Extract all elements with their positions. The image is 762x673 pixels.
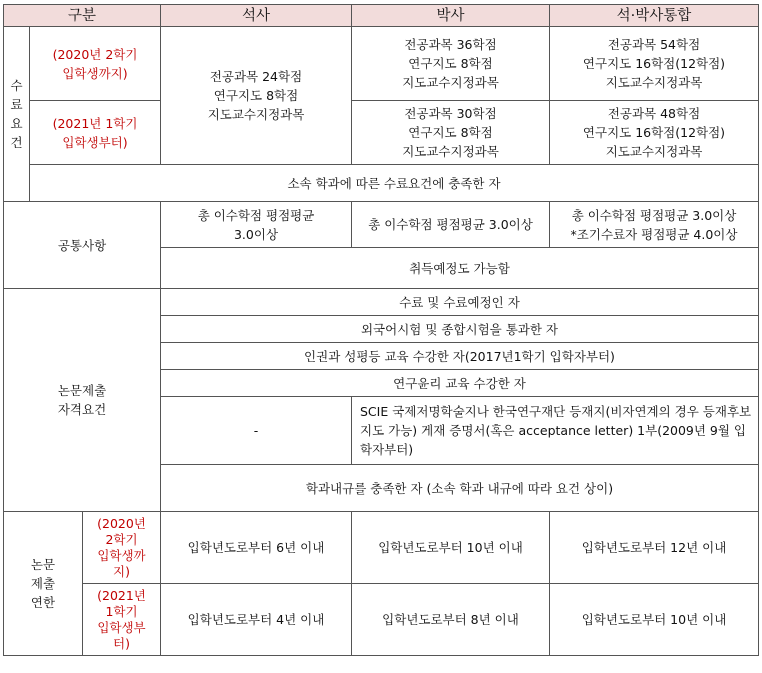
deadline-masters-2021: 입학년도로부터 4년 이내	[161, 584, 352, 656]
deadline-row-2020	[4, 512, 759, 584]
deadline-cohort-2020: (2020년 2학기 입학생까 지)	[83, 512, 161, 584]
eligibility-doctoral-publication: SCIE 국제저명학술지나 한국연구재단 등재지(비자연계의 경우 등재후보지도 가능) 게재 증명서(혹은 acceptance letter) 1부(2009년 9월 입학자부터)	[352, 397, 759, 465]
deadline-integrated-2020: 입학년도로부터 12년 이내	[550, 512, 759, 584]
deadline-doctoral-2020: 입학년도로부터 10년 이내	[352, 512, 550, 584]
completion-common-requirement: 소속 학과에 따른 수료요건에 충족한 자	[30, 165, 759, 202]
eligibility-item: 수료 및 수료예정인 자	[161, 289, 759, 316]
completion-masters: 전공과목 24학점 연구지도 8학점 지도교수지정과목	[161, 27, 352, 165]
completion-doctoral-2021: 전공과목 30학점 연구지도 8학점 지도교수지정과목	[352, 101, 550, 165]
common-label: 공통사항	[4, 202, 161, 289]
graduation-requirements-table	[3, 4, 759, 656]
common-expected-degree: 취득예정도 가능함	[161, 248, 759, 289]
common-integrated-gpa: 총 이수학점 평점평균 3.0이상 *조기수료자 평점평균 4.0이상	[550, 202, 759, 248]
completion-label: 수료 요건	[4, 27, 30, 202]
header-doctoral: 박사	[352, 5, 550, 27]
completion-integrated-2020: 전공과목 54학점 연구지도 16학점(12학점) 지도교수지정과목	[550, 27, 759, 101]
deadline-row-2021	[4, 584, 759, 656]
completion-integrated-2021: 전공과목 48학점 연구지도 16학점(12학점) 지도교수지정과목	[550, 101, 759, 165]
completion-row-2020	[4, 27, 759, 101]
common-doctoral-gpa: 총 이수학점 평점평균 3.0이상	[352, 202, 550, 248]
deadline-integrated-2021: 입학년도로부터 10년 이내	[550, 584, 759, 656]
eligibility-item: 외국어시험 및 종합시험을 통과한 자	[161, 316, 759, 343]
completion-doctoral-2020: 전공과목 36학점 연구지도 8학점 지도교수지정과목	[352, 27, 550, 101]
deadline-label: 논문 제출 연한	[4, 512, 83, 656]
deadline-masters-2020: 입학년도로부터 6년 이내	[161, 512, 352, 584]
eligibility-label: 논문제출 자격요건	[4, 289, 161, 512]
header-category: 구분	[4, 5, 161, 27]
deadline-doctoral-2021: 입학년도로부터 8년 이내	[352, 584, 550, 656]
completion-cohort-2020: (2020년 2학기 입학생까지)	[30, 27, 161, 101]
completion-row-2021	[4, 101, 759, 165]
header-masters: 석사	[161, 5, 352, 27]
completion-cohort-2021: (2021년 1학기 입학생부터)	[30, 101, 161, 165]
deadline-cohort-2021: (2021년 1학기 입학생부 터)	[83, 584, 161, 656]
eligibility-item: 인권과 성평등 교육 수강한 자(2017년1학기 입학자부터)	[161, 343, 759, 370]
eligibility-masters-publication: -	[161, 397, 352, 465]
common-masters-gpa: 총 이수학점 평점평균 3.0이상	[161, 202, 352, 248]
completion-common-row	[4, 165, 759, 202]
header-integrated: 석·박사통합	[550, 5, 759, 27]
eligibility-department-rules: 학과내규를 충족한 자 (소속 학과 내규에 따라 요건 상이)	[161, 465, 759, 512]
header-row	[4, 5, 759, 27]
common-row-gpa	[4, 202, 759, 248]
eligibility-row-1	[4, 289, 759, 316]
eligibility-item: 연구윤리 교육 수강한 자	[161, 370, 759, 397]
requirements-table-container	[3, 4, 759, 656]
